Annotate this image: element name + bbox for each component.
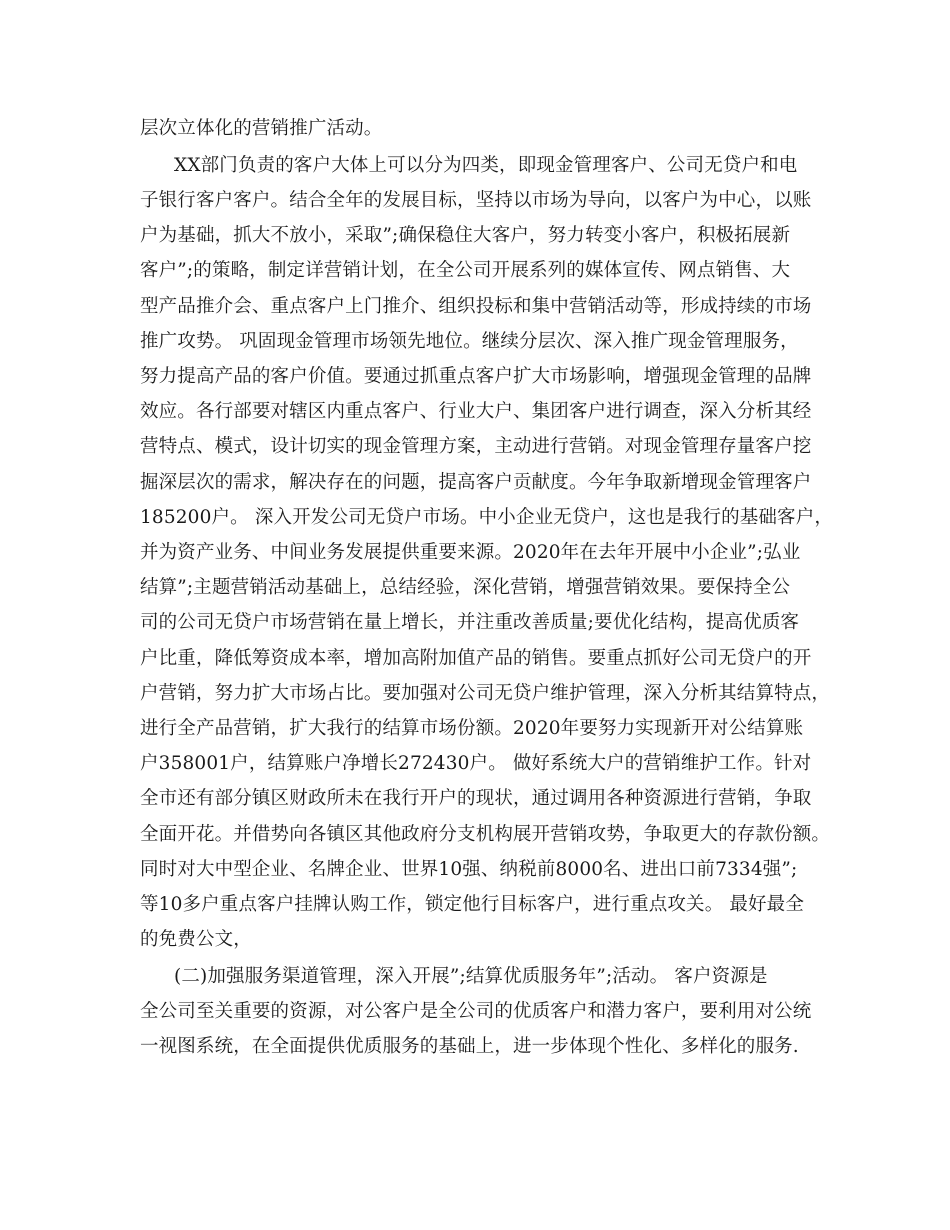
text-line: 努力提高产品的客户价值。要通过抓重点客户扩大市场影响，增强现金管理的品牌 <box>140 366 812 387</box>
text-line: XX部门负责的客户大体上可以分为四类，即现金管理客户、公司无贷户和电 <box>174 155 798 176</box>
text-line: 的免费公文， <box>140 929 252 950</box>
text-line: 型产品推介会、重点客户上门推介、组织投标和集中营销活动等，形成持续的市场 <box>140 296 812 317</box>
text-line: 全市还有部分镇区财政所未在我行开户的现状，通过调用各种资源进行营销，争取 <box>140 788 812 809</box>
text-line: 全公司至关重要的资源，对公客户是全公司的优质客户和潜力客户，要利用对公统 <box>140 1001 812 1022</box>
text-line: 户营销，努力扩大市场占比。要加强对公司无贷户维护管理，深入分析其结算特点， <box>140 683 831 704</box>
text-line: 户358001户，结算账户净增长272430户。 做好系统大户的营销维护工作。针对 <box>140 753 812 774</box>
text-line: 司的公司无贷户市场营销在量上增长，并注重改善质量;要优化结构，提高优质客 <box>140 612 800 633</box>
text-line: 子银行客户客户。结合全年的发展目标，坚持以市场为导向，以客户为中心，以账 <box>140 190 812 211</box>
text-line: 掘深层次的需求，解决存在的问题，提高客户贡献度。今年争取新增现金管理客户 <box>140 472 812 493</box>
text-line: 同时对大中型企业、名牌企业、世界10强、纳税前8000名、进出口前7334强”; <box>140 859 798 880</box>
text-line: 一视图系统，在全面提供优质服务的基础上，进一步体现个性化、多样化的服务. <box>140 1036 799 1057</box>
text-line: 客户”;的策略，制定详营销计划，在全公司开展系列的媒体宣传、网点销售、大 <box>140 260 791 281</box>
text-line: 进行全产品营销，扩大我行的结算市场份额。2020年要努力实现新开对公结算账 <box>140 718 804 739</box>
text-line: (二)加强服务渠道管理，深入开展”;结算优质服务年”;活动。 客户资源是 <box>174 966 768 987</box>
text-line: 185200户。 深入开发公司无贷户市场。中小企业无贷户，这也是我行的基础客户， <box>140 507 834 528</box>
text-line: 推广攻势。 巩固现金管理市场领先地位。继续分层次、深入推广现金管理服务， <box>140 331 799 352</box>
text-line: 效应。各行部要对辖区内重点客户、行业大户、集团客户进行调查，深入分析其经 <box>140 401 812 422</box>
text-line: 并为资产业务、中间业务发展提供重要来源。2020年在去年开展中小企业”;弘业 <box>140 542 801 563</box>
text-line: 等10多户重点客户挂牌认购工作，锁定他行目标客户，进行重点攻关。 最好最全 <box>140 894 804 915</box>
text-line: 户为基础，抓大不放小，采取”;确保稳住大客户，努力转变小客户，积极拓展新 <box>140 225 791 246</box>
text-line: 营特点、模式，设计切实的现金管理方案，主动进行营销。对现金管理存量客户挖 <box>140 436 812 457</box>
text-line: 层次立体化的营销推广活动。 <box>140 118 383 139</box>
text-line: 户比重，降低筹资成本率，增加高附加值产品的销售。要重点抓好公司无贷户的开 <box>140 648 812 669</box>
text-line: 全面开花。并借势向各镇区其他政府分支机构展开营销攻势，争取更大的存款份额。 <box>140 824 831 845</box>
text-line: 结算”;主题营销活动基础上，总结经验，深化营销，增强营销效果。要保持全公 <box>140 577 791 598</box>
